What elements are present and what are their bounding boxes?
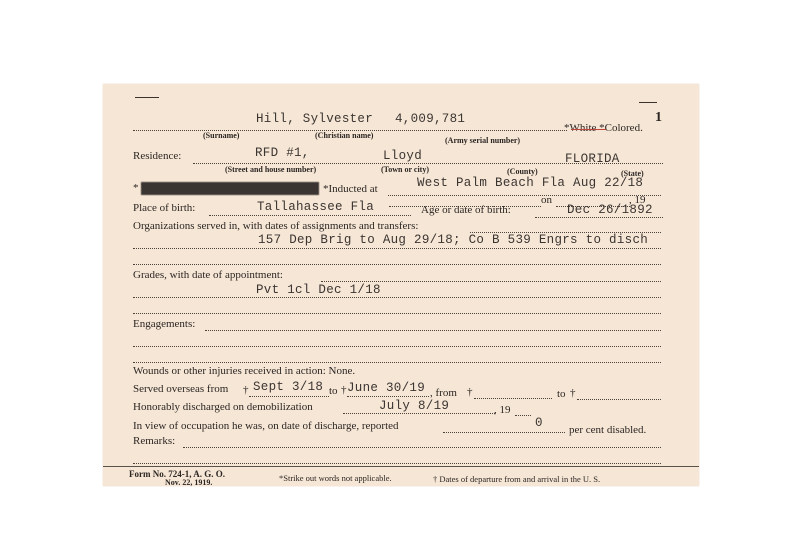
county-caption: (County) [507,167,538,176]
serial-value: 4,009,781 [395,112,466,126]
birth-date-line [535,217,663,218]
overseas-to-value: June 30/19 [347,381,426,395]
form-number: Form No. 724-1, A. G. O. [129,469,225,479]
organizations-value: 157 Dep Brig to Aug 29/18; Co B 539 Engrs to disch [258,233,649,247]
overseas-to2-label: to [557,388,566,400]
remarks-label: Remarks: [133,435,176,447]
form-date: Nov. 22, 1919. [165,478,213,487]
overseas-from2-label: , from [430,387,457,399]
age-label: Age or date of birth: [421,204,511,216]
disability-suffix: per cent disabled. [569,424,647,436]
footnote-strike-out: *Strike out words not applicable. [279,473,392,483]
discharge-line [343,413,495,414]
disability-label: In view of occupation he was, on date of discharge, reported [133,420,399,432]
overseas-label: Served overseas from [133,383,229,395]
grades-line-2 [133,297,661,298]
footer-rule [103,466,699,467]
service-record-card [103,84,699,486]
top-left-rule [135,97,159,98]
street-value: RFD #1, [255,146,310,160]
race-options: *White *Colored. [564,122,643,134]
grades-line-3 [133,313,661,314]
discharge-year-label: , 19 [494,404,511,416]
overseas-to-dagger: † [341,384,347,396]
place-of-birth-line [209,215,411,216]
top-right-rule [639,102,657,103]
overseas-from2-line [474,398,552,399]
street-caption: (Street and house number) [225,165,317,174]
overseas-from-line [249,396,329,397]
discharge-year-line [515,415,531,416]
residence-label: Residence: [133,150,182,162]
inducted-line [388,195,661,196]
name-value: Hill, Sylvester [256,112,374,126]
birth-date-value: Dec 26/1892 [567,203,653,217]
state-caption: (State) [621,169,644,178]
on-label: on [541,194,552,206]
discharge-label: Honorably discharged on demobilization [133,401,313,413]
on-year-label: , 19 [629,194,646,206]
discharge-value: July 8/19 [379,399,450,413]
inducted-label: *Inducted at [323,183,378,195]
christian-name-caption: (Christian name) [315,131,374,140]
place-of-birth-label: Place of birth: [133,202,196,214]
engagements-line-3 [133,362,661,363]
overseas-from2-dagger: † [467,386,473,398]
town-caption: (Town or city) [381,165,429,174]
card-number: 1 [655,110,662,125]
organizations-line-3 [133,264,661,265]
remarks-line-1 [183,447,661,448]
overseas-to2-dagger: † [570,387,576,399]
surname-caption: (Surname) [203,131,240,140]
overseas-to-line [347,396,429,397]
grades-line-1 [321,281,661,282]
engagements-line-1 [205,330,661,331]
remarks-line-2 [133,463,661,464]
overseas-dagger: † [243,384,249,396]
place-of-birth-value: Tallahassee Fla [257,200,375,214]
town-value: Lloyd [383,149,423,163]
engagements-line-2 [133,346,661,347]
disability-value: 0 [535,416,543,430]
inducted-value: West Palm Beach Fla Aug 22/18 [417,176,644,190]
organizations-label: Organizations served in, with dates of assignments and transfers: [133,220,419,232]
wounds-label: Wounds or other injuries received in action: None. [133,365,356,377]
enlistment-redaction [141,182,319,195]
engagements-label: Engagements: [133,318,196,330]
overseas-to2-line [577,399,661,400]
grades-value: Pvt 1cl Dec 1/18 [256,283,381,297]
serial-caption: (Army serial number) [445,136,521,145]
footnote-dates: † Dates of departure from and arrival in the U. S. [433,474,601,484]
organizations-line-2 [133,248,661,249]
state-value: FLORIDA [565,152,620,166]
white-strikethrough [571,129,606,130]
grades-label: Grades, with date of appointment: [133,269,283,281]
disability-line [443,432,565,433]
asterisk-mark: * [133,182,139,194]
overseas-to-label: to [329,385,338,397]
overseas-from-value: Sept 3/18 [253,380,324,394]
